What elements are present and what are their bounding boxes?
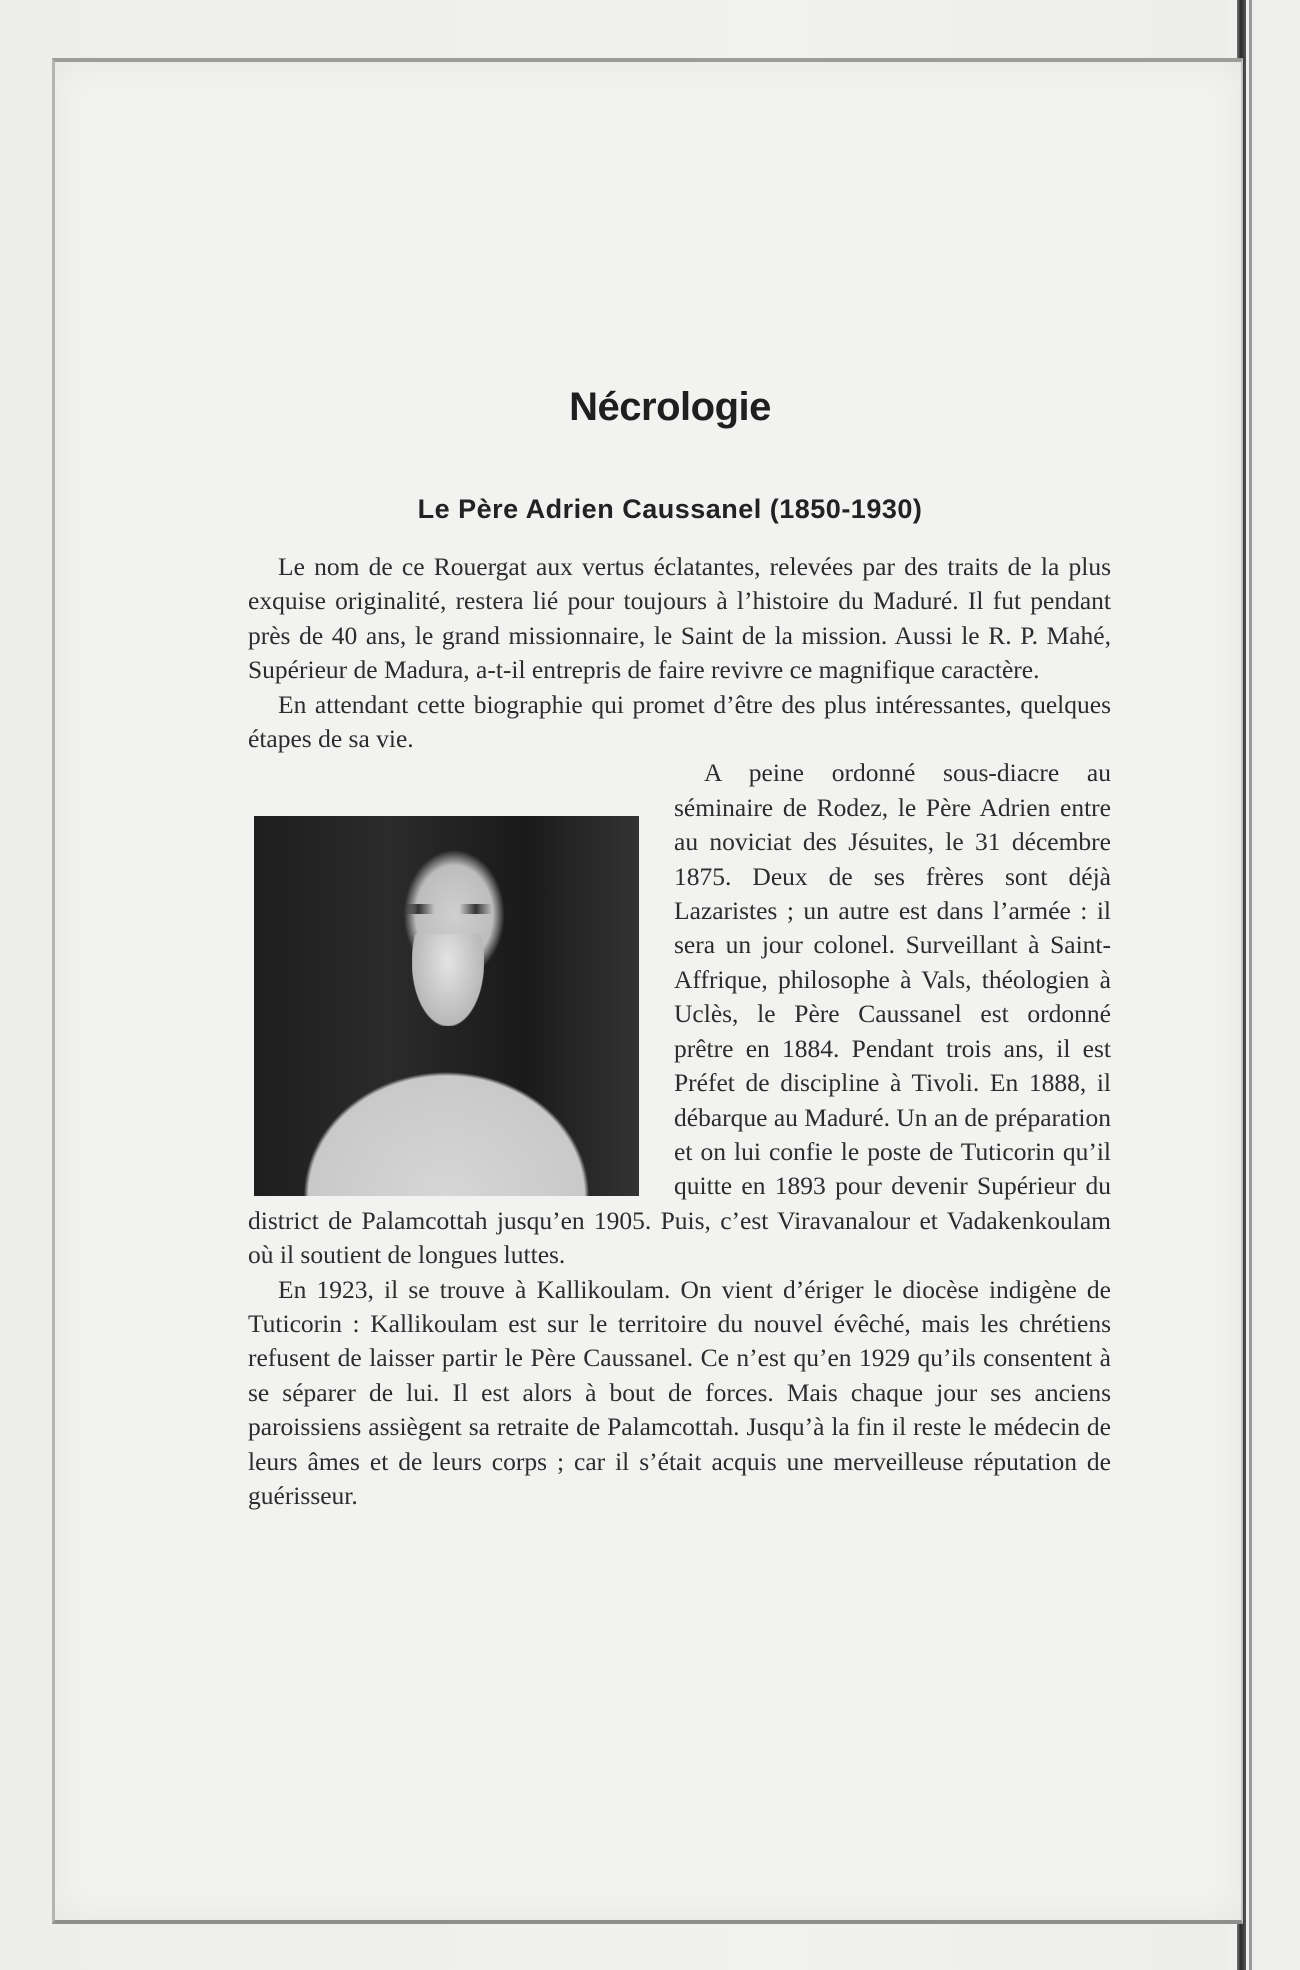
binding-edge	[1249, 0, 1252, 1970]
portrait-beard	[412, 934, 484, 1026]
portrait-photo	[254, 816, 639, 1196]
article-subtitle: Le Père Adrien Caussanel (1850-1930)	[417, 494, 923, 524]
paragraph-3: A peine ordonné sous-diacre au séminaire de Rodez, le Père Adrien entre au noviciat des Jésuites, le 31 décembre 1875. Deux de ses frères sont déjà Lazaristes ; un autre est dans l’armée : il sera un jour colonel. Surveillant à Saint-Affrique, philosophe à Vals, théologien à Uclès, le Père Caussanel est ordonné prêtre en 1884. Pendant trois ans, il est Préfet de discipline à Tivoli. En 1888, il débarque au Maduré. Un an de préparation et on lui confie le poste de Tuticorin qu’il quitte en 1893 pour devenir Supérieur du district de Palamcottah jusqu’en 1905. Puis, c’est Viravanalour et Vadakenkoulam où il soutient de longues luttes.	[248, 758, 1111, 1270]
paragraph-4: En 1923, il se trouve à Kallikoulam. On vient d’ériger le diocèse indigène de Tuticorin : Kallikoulam est sur le territoire du nouvel évêché, mais les chrétiens refusent de laisser partir le Père Caussanel. Ce n’est qu’en 1929 qu’ils consentent à se séparer de lui. Il est alors à bout de forces. Mais chaque jour ses anciens paroissiens assiègent sa retraite de Palamcottah. Jusqu’à la fin il reste le médecin de leurs âmes et de leurs corps ; car il s’était acquis une merveilleuse réputation de guérisseur.	[248, 1274, 1111, 1510]
page-title: Nécrologie	[569, 385, 771, 429]
paragraph-1: Le nom de ce Rouergat aux vertus éclatantes, relevées par des traits de la plus exquise originalité, restera lié pour toujours à l’histoire du Maduré. Il fut pendant près de 40 ans, le grand missionnaire, le Saint de la mission. Aussi le R. P. Mahé, Supérieur de Madura, a-t-il entrepris de faire revivre ce magnifique caractère.	[248, 552, 1111, 685]
article-body	[248, 550, 1111, 1513]
paragraph-2: En attendant cette biographie qui promet d’être des plus intéressantes, quelques étapes de sa vie.	[248, 689, 1111, 754]
portrait-eyes	[402, 904, 492, 914]
